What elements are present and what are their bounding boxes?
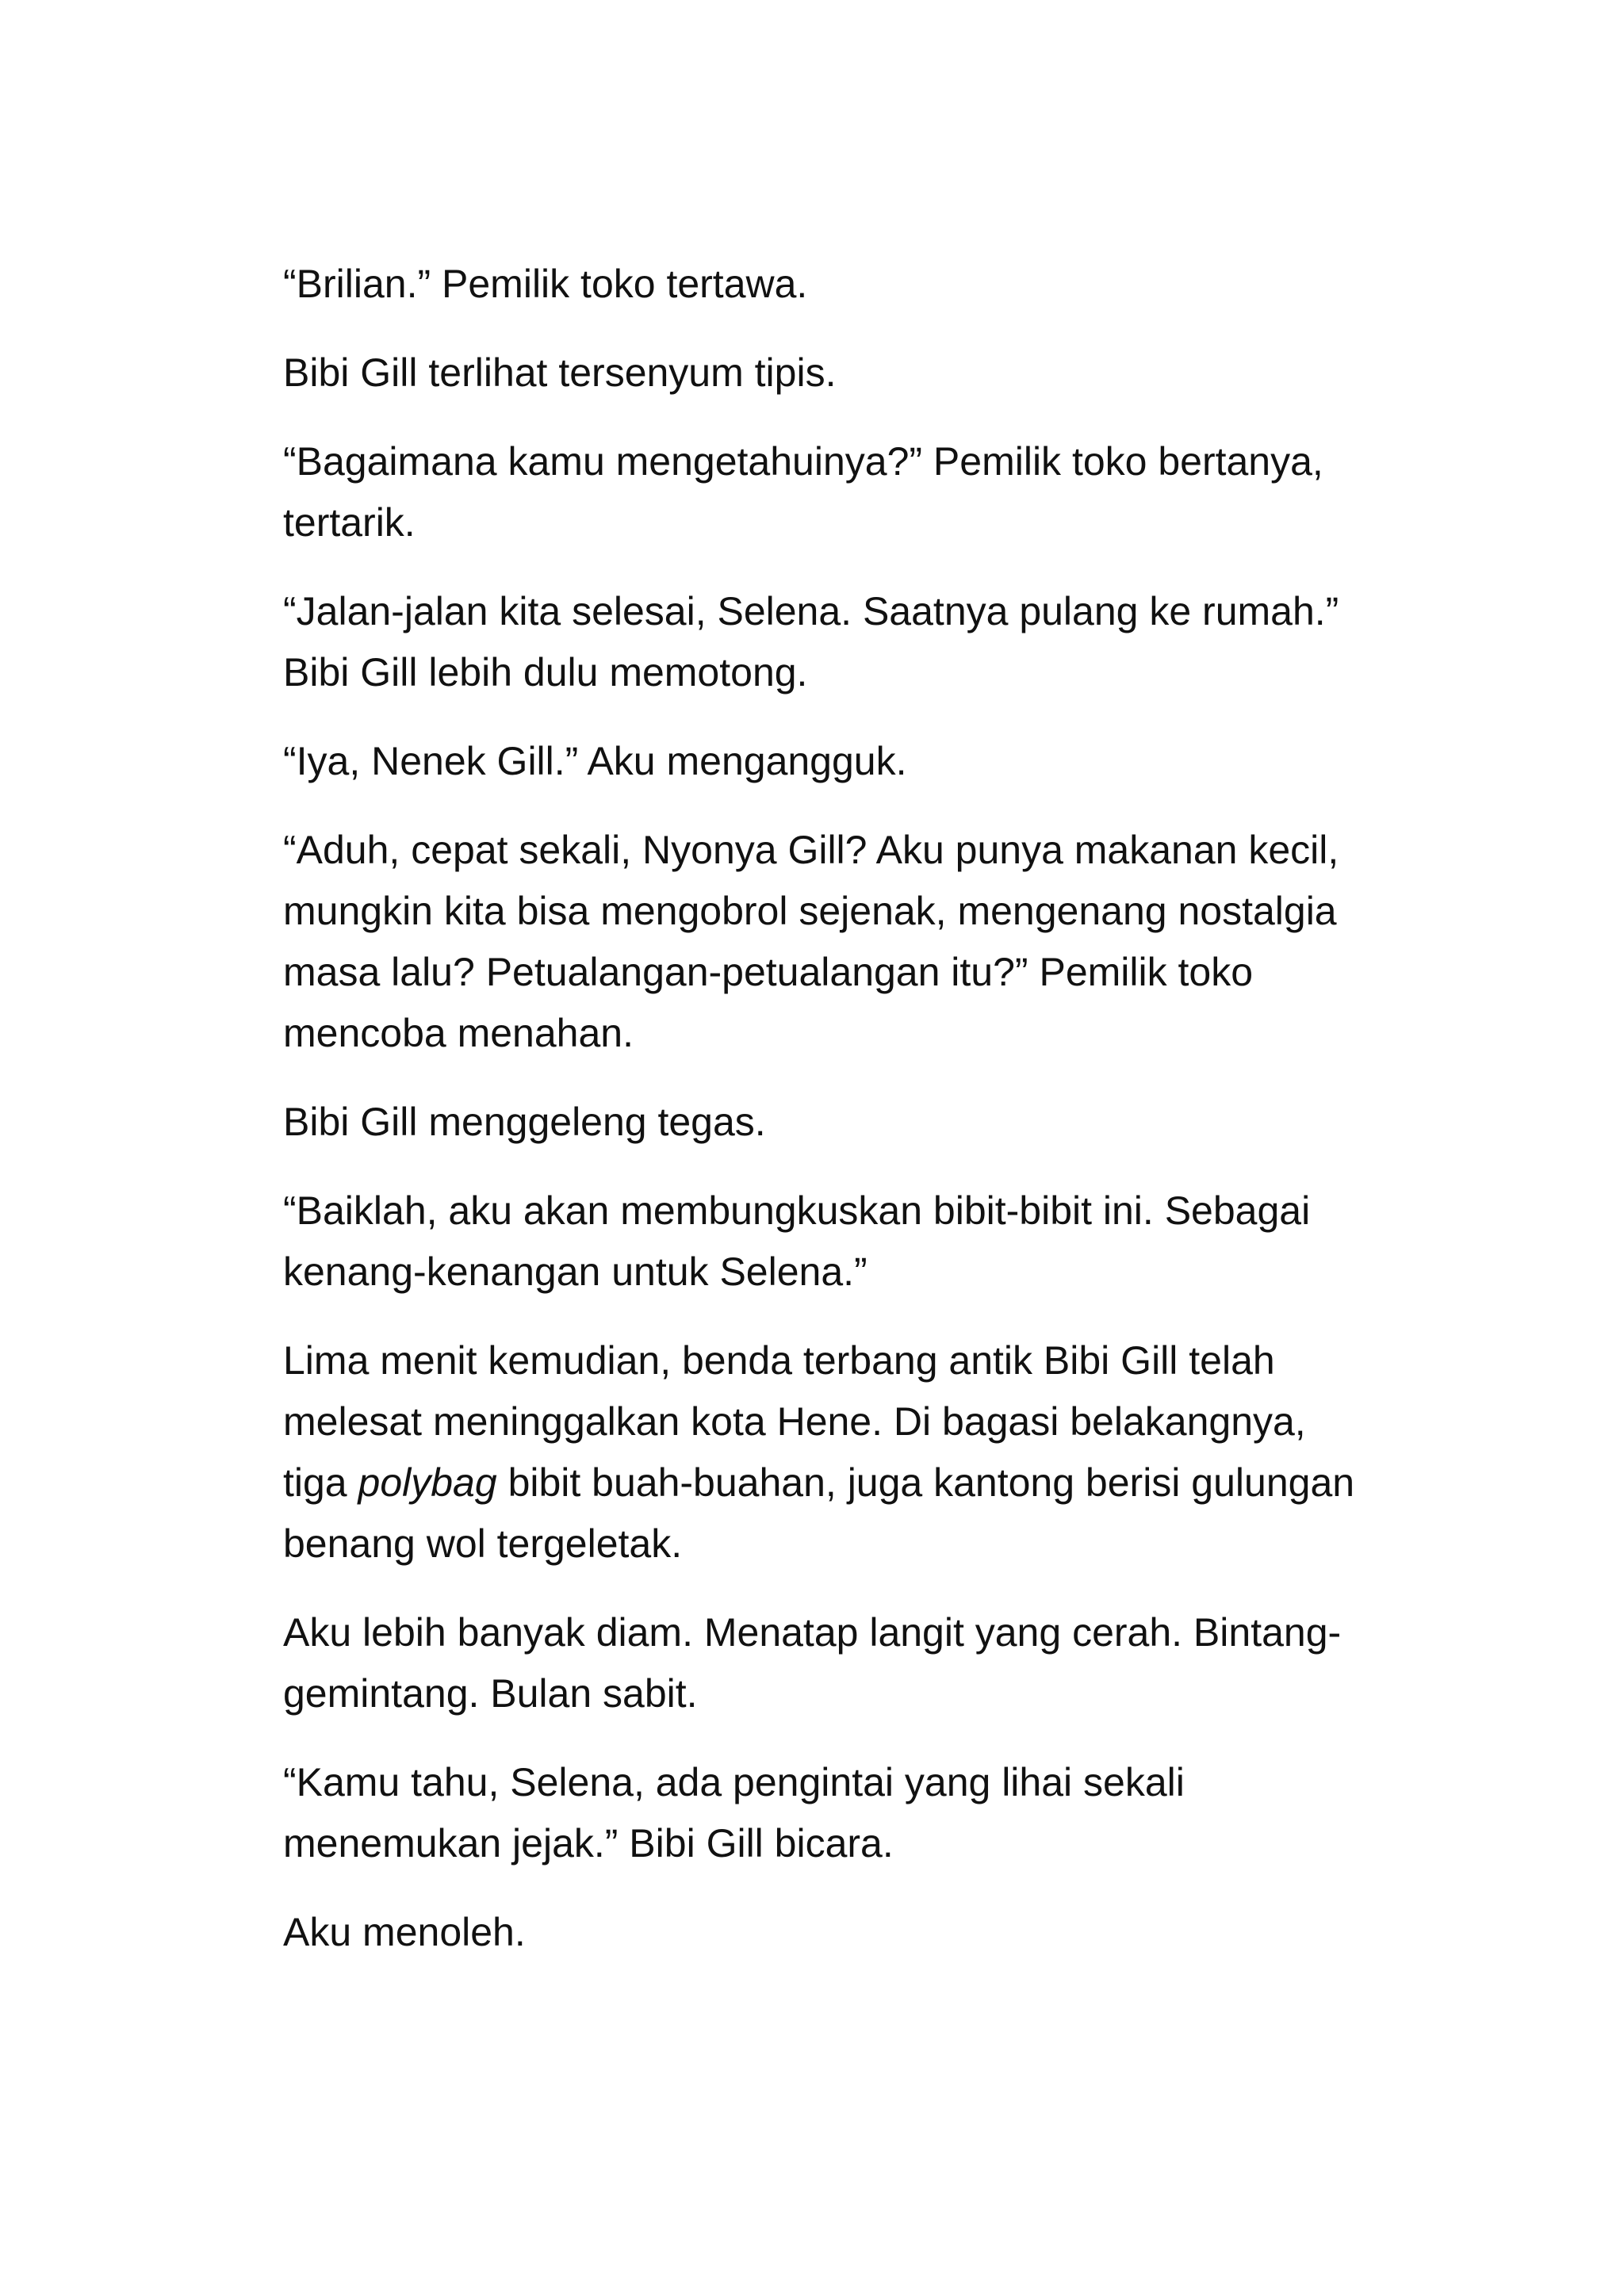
paragraph-9-before: Lima menit kemudian, benda terbang antik Bibi Gill telah melesat meninggalkan kota Hene. Di bagasi belakangnya, tiga — [283, 1338, 1306, 1505]
paragraph-3: “Bagaimana kamu mengetahuinya?” Pemilik toko bertanya, tertarik. — [283, 439, 1323, 545]
paragraph-7: Bibi Gill menggeleng tegas. — [283, 1100, 766, 1144]
paragraph-10: Aku lebih banyak diam. Menatap langit yang cerah. Bintang-gemintang. Bulan sabit. — [283, 1610, 1342, 1716]
paragraph-9 — [283, 1330, 1377, 1575]
paragraph-9-after: bibit buah-buahan, juga kantong berisi gulungan benang wol tergeletak. — [283, 1460, 1355, 1566]
paragraph-8: “Baiklah, aku akan membungkuskan bibit-bibit ini. Sebagai kenang-kenangan untuk Selena.” — [283, 1188, 1311, 1294]
paragraph-5: “Iya, Nenek Gill.” Aku mengangguk. — [283, 739, 907, 783]
body-text — [283, 254, 1377, 1963]
paragraph-2: Bibi Gill terlihat tersenyum tipis. — [283, 350, 837, 395]
paragraph-9-italic: polybag — [358, 1460, 497, 1505]
paragraph-6: “Aduh, cepat sekali, Nyonya Gill? Aku punya makanan kecil, mungkin kita bisa mengobrol sejenak, mengenang nostalgia masa lalu? Petualangan-petualangan itu?” Pemilik toko mencoba menahan. — [283, 828, 1339, 1055]
paragraph-11: “Kamu tahu, Selena, ada pengintai yang lihai sekali menemukan jejak.” Bibi Gill bicara. — [283, 1760, 1185, 1866]
paragraph-4: “Jalan-jalan kita selesai, Selena. Saatnya pulang ke rumah.” Bibi Gill lebih dulu memotong. — [283, 589, 1339, 695]
paragraph-1: “Brilian.” Pemilik toko tertawa. — [283, 262, 808, 306]
paragraph-12: Aku menoleh. — [283, 1910, 526, 1954]
